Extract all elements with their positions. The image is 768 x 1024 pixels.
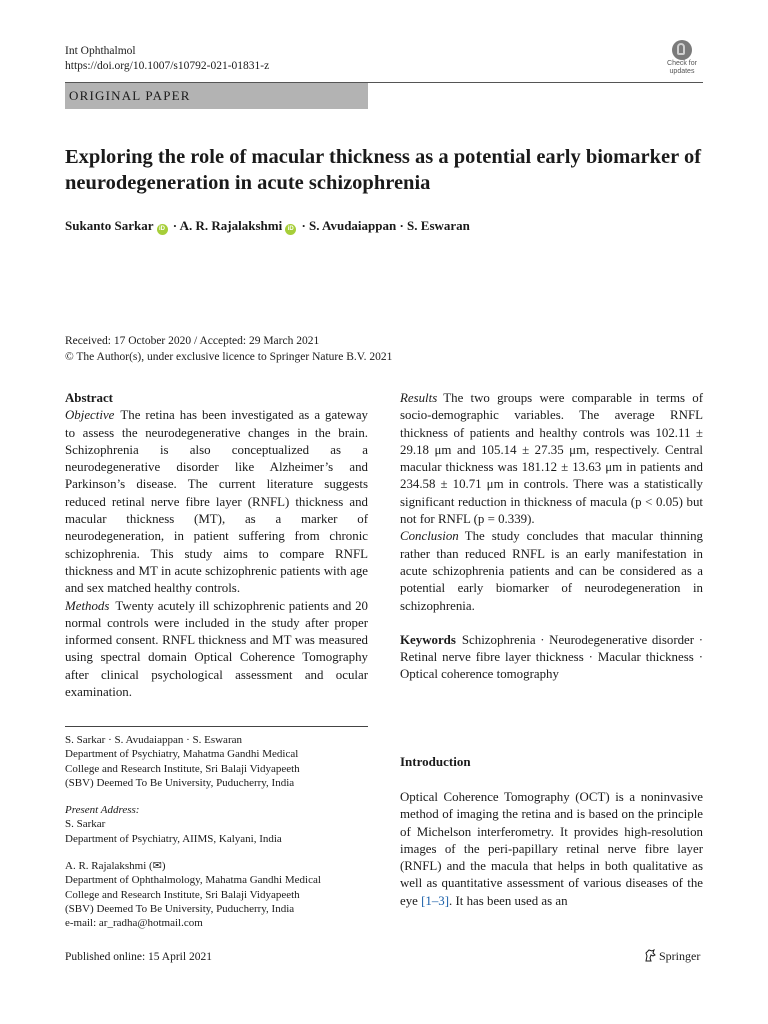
received-accepted: Received: 17 October 2020 / Accepted: 29 March 2021	[65, 335, 320, 347]
introduction-paragraph	[400, 789, 703, 910]
objective-text: The retina has been investigated as a gateway to assess the neurodegenerative changes in the brain. Schizophrenia is also conceptualized as a neurodegenerative disorder like Alzheimer’s and Parkinson’s disease. The current literature suggests reduced retinal nerve fibre layer (RNFL) thickness and macular thickness (MT), as a marker of neurodegeneration, in patient suffering from chronic schizophrenia. This study aims to compare RNFL thickness and MT in acute schizophrenic patients with age and sex matched healthy controls.	[65, 408, 368, 596]
results-label: Results	[400, 391, 438, 405]
affiliation-line: College and Research Institute, Sri Balaji Vidyapeeth	[65, 762, 300, 775]
journal-header	[65, 44, 269, 73]
article-dates	[65, 334, 392, 365]
methods-paragraph	[65, 598, 368, 702]
orcid-icon[interactable]: iD	[285, 224, 296, 235]
author-name: · A. R. Rajalakshmi	[169, 218, 283, 233]
abstract-heading: Abstract	[65, 391, 113, 405]
copyright-line: © The Author(s), under exclusive licence to Springer Nature B.V. 2021	[65, 350, 393, 363]
author-list	[65, 218, 470, 235]
results-text: The two groups were comparable in terms of socio-demographic variables. The average RNFL thickness of patients and healthy controls was 102.11 ± 29.18 μm and 105.14 ± 27.35 μm, respectively. Central macular thickness was 181.12 ± 13.63 μm in patients and 234.58 ± 10.71 μm in controls. There was a statistically significant reduction in thickness of macula (p < 0.05) but not for RNFL (p = 0.339).	[400, 391, 703, 527]
methods-text: Twenty acutely ill schizophrenic patients and 20 normal controls were included in the study after proper informed consent. RNFL thickness and MT was measured using spectral domain Optical Coherence Tomography after clinical psychological assessment and ocular examination.	[65, 598, 368, 700]
introduction-tail: . It has been used as an	[449, 893, 568, 908]
results-paragraph	[400, 390, 703, 528]
keywords-label: Keywords	[400, 632, 456, 647]
affiliation-line: College and Research Institute, Sri Balaji Vidyapeeth	[65, 888, 300, 901]
objective-paragraph	[65, 407, 368, 597]
affiliations	[65, 733, 368, 931]
author-name: · S. Avudaiappan · S. Eswaran	[298, 218, 470, 233]
conclusion-label: Conclusion	[400, 529, 459, 544]
present-address-label: Present Address:	[65, 804, 140, 817]
orcid-icon[interactable]: iD	[157, 224, 168, 235]
introduction-heading: Introduction	[400, 754, 471, 769]
check-for-updates-badge[interactable]	[661, 38, 703, 80]
introduction-text: Optical Coherence Tomography (OCT) is a noninvasive method of imaging the retina and is based on the principle of Michelson interferometry. It provides high-resolution images of the peri-papillary retinal nerve fibre layer (RNFL) and the macula that helps in both qualitative as well as quantitative assessment of various diseases of the eye	[400, 790, 703, 908]
abstract-right-column	[400, 390, 703, 684]
published-online: Published online: 15 April 2021	[65, 951, 212, 963]
affiliation-divider	[65, 726, 368, 727]
present-address-name: S. Sarkar	[65, 818, 106, 831]
corresponding-email[interactable]: e-mail: ar_radha@hotmail.com	[65, 917, 203, 930]
bookmark-icon	[672, 40, 692, 60]
affiliation-line: Department of Ophthalmology, Mahatma Gandhi Medical	[65, 874, 321, 887]
doi-link[interactable]: https://doi.org/10.1007/s10792-021-01831-z	[65, 59, 270, 72]
article-title: Exploring the role of macular thickness as a potential early biomarker of neurodegeneration in acute schizophrenia	[65, 146, 702, 194]
keywords-text: Schizophrenia · Neurodegenerative disorder · Retinal nerve fibre layer thickness · Macular thickness · Optical coherence tomography	[400, 632, 703, 682]
citation-link[interactable]: [1–3]	[421, 893, 450, 908]
conclusion-paragraph	[400, 528, 703, 614]
badge-line-2: updates	[669, 68, 695, 75]
keywords-paragraph	[400, 632, 703, 684]
affiliation-line: (SBV) Deemed To Be University, Puducherry, India	[65, 902, 295, 915]
paper-type-banner: ORIGINAL PAPER	[65, 83, 368, 109]
affiliation-line: Department of Psychiatry, Mahatma Gandhi Medical	[65, 748, 299, 761]
affiliation-names: S. Sarkar · S. Avudaiappan · S. Eswaran	[65, 734, 242, 746]
abstract-left-column	[65, 390, 368, 701]
publisher-logo	[644, 949, 700, 964]
author-name: Sukanto Sarkar	[65, 218, 154, 233]
corresponding-author: A. R. Rajalakshmi (✉)	[65, 860, 166, 873]
publisher-name: Springer	[659, 949, 701, 963]
conclusion-text: The study concludes that macular thinning rather than reduced RNFL is an early manifestation in acute schizophrenia patients and can be considered as a potential early biomarker of neurodegeneration in schizophrenia.	[400, 529, 703, 613]
springer-horse-icon	[644, 949, 656, 962]
affiliation-line: (SBV) Deemed To Be University, Puducherry, India	[65, 776, 295, 789]
badge-line-1: Check for	[667, 60, 697, 67]
methods-label: Methods	[65, 598, 110, 613]
objective-label: Objective	[65, 408, 115, 423]
journal-name: Int Ophthalmol	[65, 45, 136, 57]
present-address-dept: Department of Psychiatry, AIIMS, Kalyani, India	[65, 832, 282, 845]
